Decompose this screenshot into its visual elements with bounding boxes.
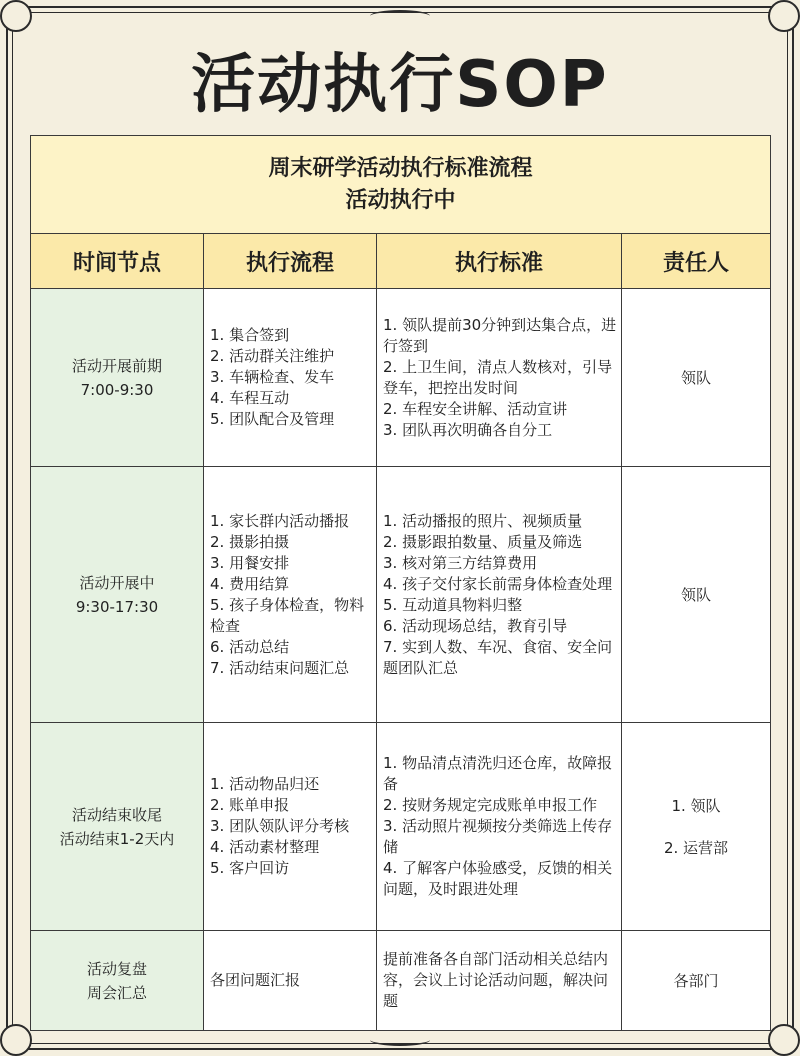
flow-item: 4. 费用结算 — [210, 574, 290, 593]
standard-item: 3. 核对第三方结算费用 — [383, 553, 538, 572]
column-header-flow: 执行流程 — [204, 234, 377, 289]
corner-ornament — [0, 1024, 32, 1056]
standard-item: 7. 实到人数、车况、食宿、安全问题团队汇总 — [383, 637, 613, 677]
table-heading — [31, 136, 771, 234]
time-node: 活动结束收尾 — [71, 805, 162, 824]
standard-item: 1. 活动播报的照片、视频质量 — [383, 511, 583, 530]
flow-cell — [204, 467, 377, 723]
page-title: 活动执行SOP — [191, 48, 609, 122]
flow-item: 2. 摄影拍摄 — [210, 532, 290, 551]
owner-spacer — [623, 818, 769, 836]
flow-item: 7. 活动结束问题汇总 — [210, 658, 350, 677]
standard-item: 1. 领队提前30分钟到达集合点，进行签到 — [383, 315, 617, 355]
column-header-standard: 执行标准 — [377, 234, 622, 289]
flow-item: 各团问题汇报 — [210, 971, 301, 989]
time-node: 活动开展中 — [79, 573, 155, 592]
owner: 1. 领队 — [671, 796, 721, 815]
table-header-row — [31, 136, 771, 234]
table-subtitle: 活动执行中 — [345, 187, 456, 213]
standard-item: 4. 了解客户体验感受，反馈的相关问题，及时跟进处理 — [383, 859, 613, 898]
flow-item: 2. 账单申报 — [210, 796, 290, 814]
owner: 各部门 — [673, 971, 719, 990]
time-node: 活动开展前期 — [71, 356, 162, 375]
time-cell — [31, 723, 204, 931]
standard-cell — [377, 467, 622, 723]
standard-item: 3. 团队再次明确各自分工 — [383, 420, 553, 439]
flow-item: 5. 客户回访 — [210, 859, 290, 877]
sop-table — [30, 135, 771, 1031]
flow-item: 5. 孩子身体检查，物料检查 — [210, 595, 365, 635]
flow-item: 3. 用餐安排 — [210, 553, 290, 572]
table-title: 周末研学活动执行标准流程 — [268, 155, 533, 181]
column-header-owner: 责任人 — [622, 234, 771, 289]
standard-item: 提前准备各自部门活动相关总结内容，会议上讨论活动问题，解决问题 — [383, 950, 609, 1010]
flow-cell — [204, 289, 377, 467]
flow-item: 1. 活动物品归还 — [210, 775, 320, 793]
column-header-row — [31, 234, 771, 289]
time-cell — [31, 467, 204, 723]
flow-item: 2. 活动群关注维护 — [210, 347, 335, 365]
flow-item: 4. 活动素材整理 — [210, 838, 320, 856]
time-cell — [31, 289, 204, 467]
table-row — [31, 289, 771, 467]
owner: 领队 — [681, 368, 712, 387]
standard-cell — [377, 723, 622, 931]
time-node: 活动复盘 — [86, 959, 147, 978]
standard-item: 2. 摄影跟拍数量、质量及筛选 — [383, 532, 583, 551]
owner-cell — [622, 467, 771, 723]
table-row — [31, 931, 771, 1031]
owner: 领队 — [681, 585, 712, 604]
standard-item: 2. 上卫生间，清点人数核对，引导登车，把控出发时间 — [383, 357, 613, 397]
flow-item: 3. 团队领队评分考核 — [210, 817, 350, 835]
border-ornament — [370, 1034, 430, 1046]
corner-ornament — [768, 0, 800, 32]
time-range: 周会汇总 — [86, 983, 147, 1002]
time-range: 7:00-9:30 — [80, 380, 154, 399]
corner-ornament — [768, 1024, 800, 1056]
flow-item: 4. 车程互动 — [210, 389, 290, 407]
standard-cell — [377, 289, 622, 467]
standard-item: 2. 按财务规定完成账单申报工作 — [383, 796, 598, 814]
owner-cell — [622, 723, 771, 931]
column-header-time: 时间节点 — [31, 234, 204, 289]
standard-cell — [377, 931, 622, 1031]
flow-item: 1. 集合签到 — [210, 326, 290, 344]
border-ornament — [370, 10, 430, 22]
owner-cell — [622, 931, 771, 1031]
standard-item: 3. 活动照片视频按分类筛选上传存储 — [383, 817, 613, 856]
table-row — [31, 467, 771, 723]
time-range: 活动结束1-2天内 — [59, 829, 175, 848]
flow-cell — [204, 931, 377, 1031]
owner-cell — [622, 289, 771, 467]
time-range: 9:30-17:30 — [75, 597, 159, 616]
standard-item: 4. 孩子交付家长前需身体检查处理 — [383, 574, 613, 593]
corner-ornament — [0, 0, 32, 32]
standard-item: 1. 物品清点清洗归还仓库，故障报备 — [383, 754, 613, 793]
time-cell — [31, 931, 204, 1031]
standard-item: 6. 活动现场总结，教育引导 — [383, 616, 568, 635]
flow-item: 5. 团队配合及管理 — [210, 410, 335, 428]
flow-item: 6. 活动总结 — [210, 637, 290, 656]
flow-cell — [204, 723, 377, 931]
flow-item: 1. 家长群内活动播报 — [210, 511, 350, 530]
owner: 2. 运营部 — [663, 838, 729, 857]
flow-item: 3. 车辆检查、发车 — [210, 368, 335, 386]
standard-item: 2. 车程安全讲解、活动宣讲 — [383, 399, 568, 418]
standard-item: 5. 互动道具物料归整 — [383, 595, 523, 614]
table-row — [31, 723, 771, 931]
